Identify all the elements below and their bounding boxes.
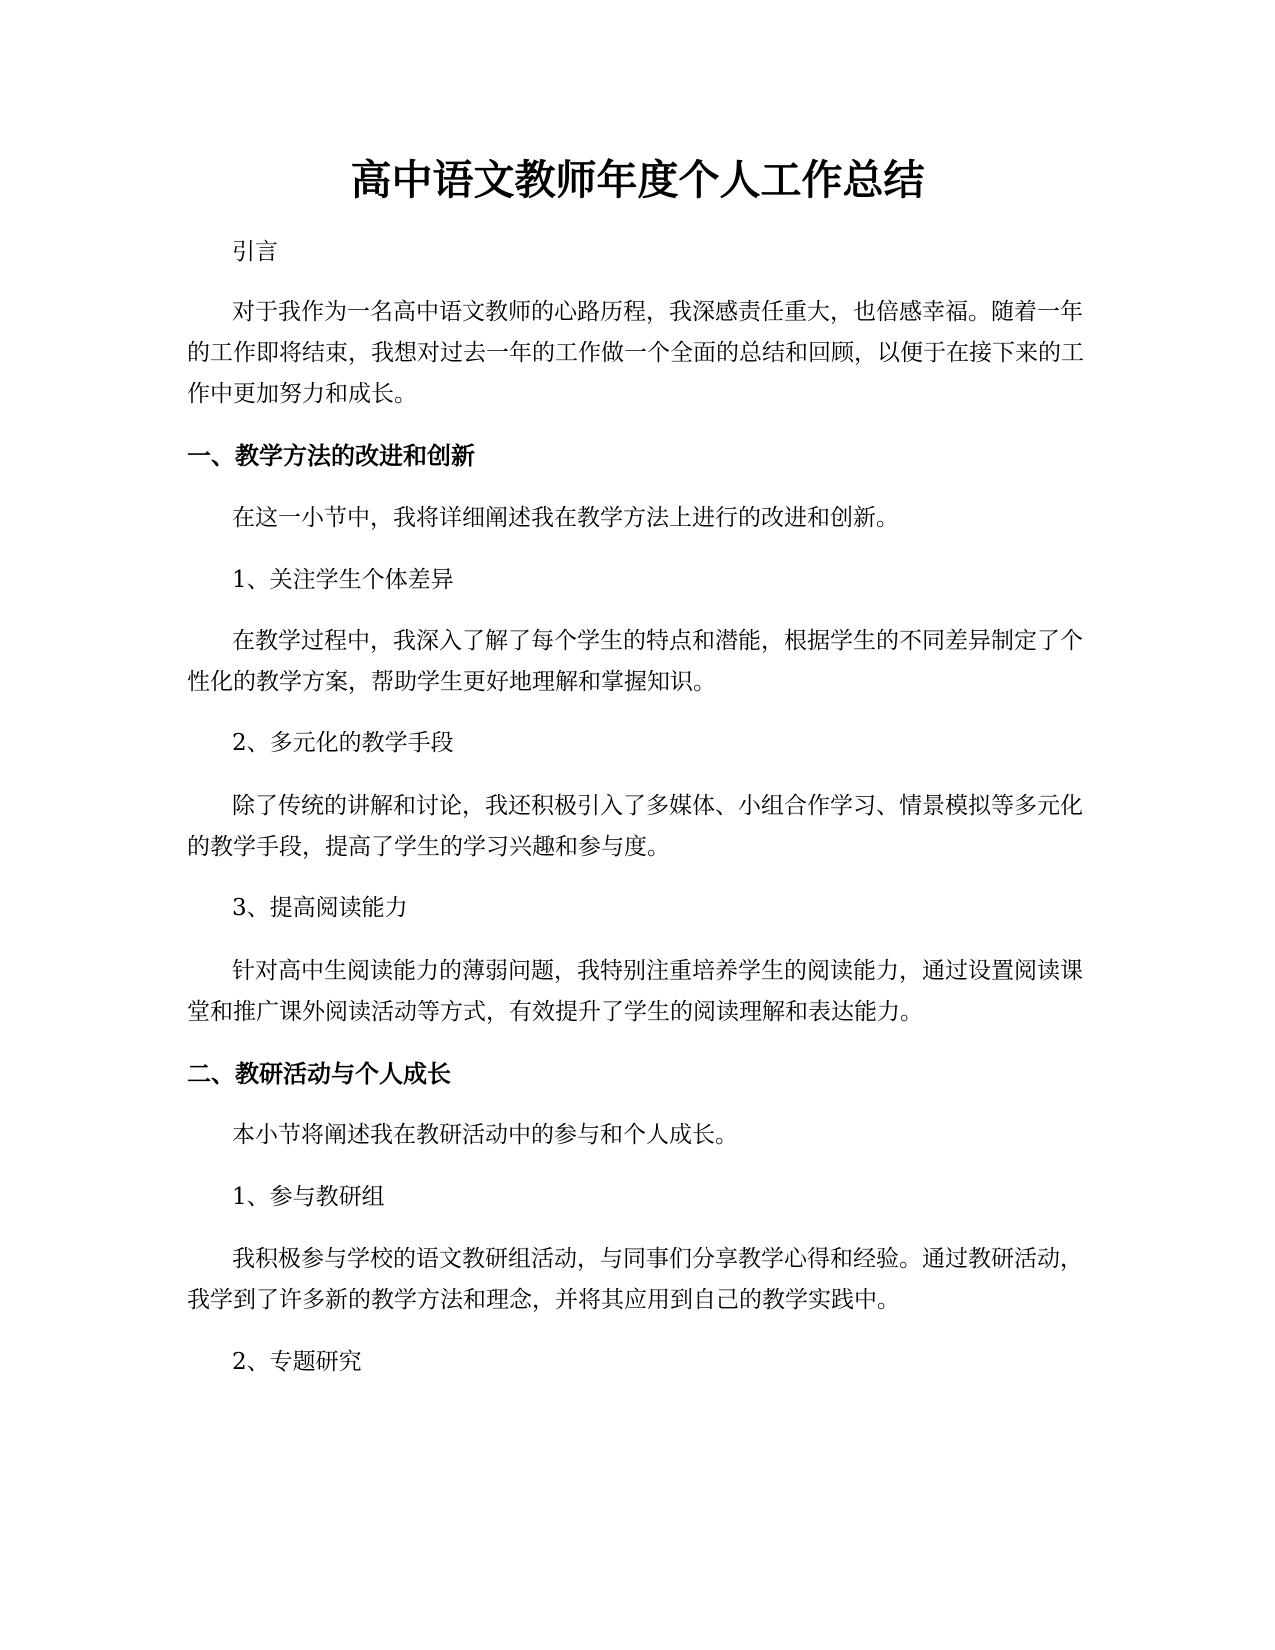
section2-item2-title: 2、专题研究 (232, 1349, 362, 1375)
section2-item1-text: 我积极参与学校的语文教研组活动，与同事们分享教学心得和经验。通过教研活动，我学到了许多新的教学方法和理念，并将其应用到自己的教学实践中。 (187, 1246, 1083, 1313)
section1-item1-title: 1、关注学生个体差异 (232, 567, 454, 593)
section1-lead: 在这一小节中，我将详细阐述我在教学方法上进行的改进和创新。 (232, 505, 899, 531)
section1-item3-text: 针对高中生阅读能力的薄弱问题，我特别注重培养学生的阅读能力，通过设置阅读课堂和推广课外阅读活动等方式，有效提升了学生的阅读理解和表达能力。 (187, 958, 1083, 1025)
section2-heading: 二、教研活动与个人成长 (187, 1060, 451, 1088)
section1-item2-text: 除了传统的讲解和讨论，我还积极引入了多媒体、小组合作学习、情景模拟等多元化的教学手段，提高了学生的学习兴趣和参与度。 (187, 793, 1083, 860)
section1-heading: 一、教学方法的改进和创新 (187, 442, 475, 470)
section2-item1-title: 1、参与教研组 (232, 1184, 385, 1210)
section1-item1-text: 在教学过程中，我深入了解了每个学生的特点和潜能，根据学生的不同差异制定了个性化的教学方案，帮助学生更好地理解和掌握知识。 (187, 628, 1083, 695)
intro-label: 引言 (232, 239, 278, 265)
document-title: 高中语文教师年度个人工作总结 (350, 156, 925, 204)
section1-item3-title: 3、提高阅读能力 (232, 895, 408, 921)
section2-lead: 本小节将阐述我在教研活动中的参与和个人成长。 (232, 1122, 738, 1148)
section1-item2-title: 2、多元化的教学手段 (232, 730, 454, 756)
intro-paragraph: 对于我作为一名高中语文教师的心路历程，我深感责任重大，也倍感幸福。随着一年的工作即将结束，我想对过去一年的工作做一个全面的总结和回顾，以便于在接下来的工作中更加努力和成长。 (187, 299, 1084, 407)
